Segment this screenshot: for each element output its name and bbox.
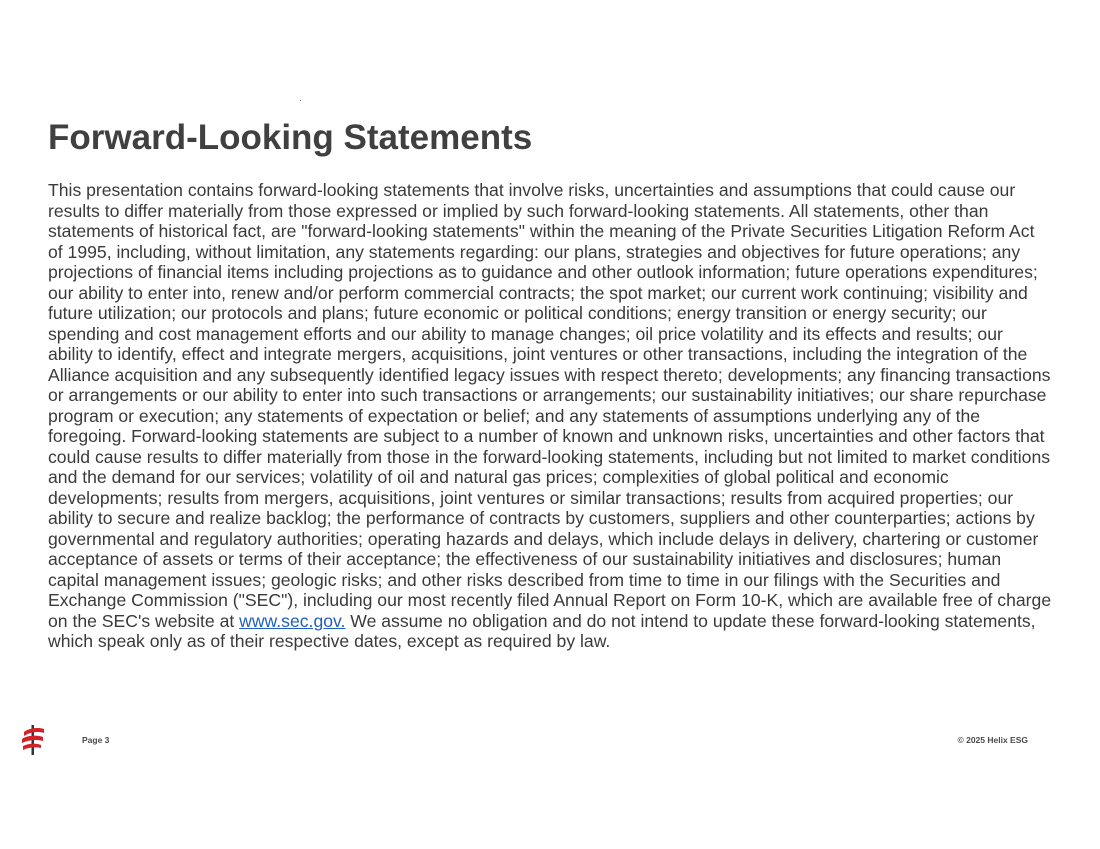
helix-logo-icon <box>20 724 46 756</box>
page-number: Page 3 <box>82 735 110 745</box>
sec-website-link[interactable]: www.sec.gov. <box>239 610 346 631</box>
page-title: Forward-Looking Statements <box>48 118 533 157</box>
disclaimer-paragraph <box>48 180 1052 652</box>
copyright-notice: © 2025 Helix ESG <box>957 735 1028 745</box>
stray-dot <box>300 100 301 101</box>
disclaimer-text-part-2: We assume no obligation and do not intend to update these forward-looking statements, which speak only as of their respective dates, except as required by law. <box>48 610 1036 651</box>
disclaimer-text-part-1: This presentation contains forward-looking statements that involve risks, uncertainties and assumptions that could cause our results to differ materially from those expressed or implied by such forward-looking statements. All statements, other than statements of historical fact, are "forward-looking statements" within the meaning of the Private Securities Litigation Reform Act of 1995, including, without limitation, any statements regarding: our plans, strategies and objectives for future operations; any projections of financial items including projections as to guidance and other outlook information; future operations expenditures; our ability to enter into, renew and/or perform commercial contracts; the spot market; our current work continuing; visibility and future utilization; our protocols and plans; future economic or political conditions; energy transition or energy security; our spending and cost management efforts and our ability to manage changes; oil price volatility and its effects and results; our ability to identify, effect and integrate mergers, acquisitions, joint ventures or other transactions, including the integration of the Alliance acquisition and any subsequently identified legacy issues with respect thereto; developments; any financing transactions or arrangements or our ability to enter into such transactions or arrangements; our sustainability initiatives; our share repurchase program or execution; any statements of expectation or belief; and any statements of assumptions underlying any of the foregoing. Forward-looking statements are subject to a number of known and unknown risks, uncertainties and other factors that could cause results to differ materially from those in the forward-looking statements, including but not limited to market conditions and the demand for our services; volatility of oil and natural gas prices; complexities of global political and economic developments; results from mergers, acquisitions, joint ventures or similar transactions; results from acquired properties; our ability to secure and realize backlog; the performance of contracts by customers, suppliers and other counterparties; actions by governmental and regulatory authorities; operating hazards and delays, which include delays in delivery, chartering or customer acceptance of assets or terms of their acceptance; the effectiveness of our sustainability initiatives and disclosures; human capital management issues; geologic risks; and other risks described from time to time in our filings with the Securities and Exchange Commission ("SEC"), including our most recently filed Annual Report on Form 10-K, which are available free of charge on the SEC's website at <box>48 180 1052 631</box>
